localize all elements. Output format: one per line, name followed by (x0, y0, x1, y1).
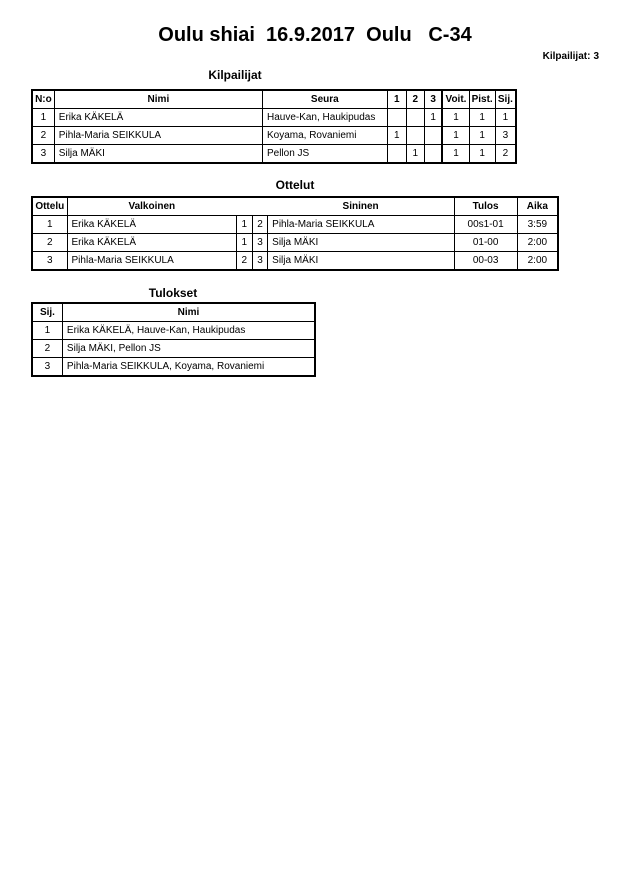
col-header: 2 (406, 90, 424, 109)
col-header: Voit. (442, 90, 469, 109)
col-header: Pist. (469, 90, 495, 109)
competitor-count (540, 51, 599, 62)
cell-name: Pihla-Maria SEIKKULA, Koyama, Rovaniemi (62, 358, 315, 377)
col-header: Sij. (495, 90, 516, 109)
cell-points: 1 (469, 145, 495, 164)
competitors-table (31, 89, 517, 164)
cell-r1 (387, 109, 406, 127)
cell-time: 3:59 (517, 216, 558, 234)
competitor-count-value: 3 (593, 51, 599, 62)
cell-white: Erika KÄKELÄ (67, 216, 236, 234)
cell-place: 2 (32, 340, 62, 358)
col-header: 3 (424, 90, 442, 109)
cell-name: Silja MÄKI (54, 145, 262, 164)
cell-no: 2 (32, 234, 67, 252)
cell-no: 1 (32, 216, 67, 234)
cell-no: 3 (32, 145, 54, 164)
cell-no: 2 (32, 127, 54, 145)
cell-result: 00s1-01 (454, 216, 517, 234)
col-header: Nimi (54, 90, 262, 109)
col-header: Seura (262, 90, 387, 109)
results-title: Tulokset (148, 286, 198, 300)
cell-blue: Silja MÄKI (268, 252, 454, 271)
cell-wins: 1 (442, 127, 469, 145)
competitor-count-label: Kilpailijat: (542, 51, 591, 62)
cell-r2 (406, 127, 424, 145)
cell-r1 (387, 145, 406, 164)
cell-blue-no: 3 (252, 234, 267, 252)
cell-time: 2:00 (517, 234, 558, 252)
cell-name: Erika KÄKELÄ (54, 109, 262, 127)
cell-blue: Pihla-Maria SEIKKULA (268, 216, 454, 234)
table-row (32, 234, 558, 252)
col-header: 1 (387, 90, 406, 109)
cell-wins: 1 (442, 109, 469, 127)
col-header (236, 197, 252, 216)
col-header: Sininen (268, 197, 454, 216)
cell-no: 3 (32, 252, 67, 271)
results-header-row (32, 303, 315, 322)
cell-r2: 1 (406, 145, 424, 164)
cell-r3 (424, 127, 442, 145)
competitors-title: Kilpailijat (208, 68, 262, 82)
col-header: Valkoinen (67, 197, 236, 216)
table-row (32, 127, 516, 145)
cell-white-no: 1 (236, 216, 252, 234)
cell-blue: Silja MÄKI (268, 234, 454, 252)
cell-r3: 1 (424, 109, 442, 127)
cell-white-no: 2 (236, 252, 252, 271)
cell-club: Koyama, Rovaniemi (262, 127, 387, 145)
cell-name: Silja MÄKI, Pellon JS (62, 340, 315, 358)
cell-name: Pihla-Maria SEIKKULA (54, 127, 262, 145)
table-row (32, 252, 558, 271)
cell-wins: 1 (442, 145, 469, 164)
cell-place: 1 (32, 322, 62, 340)
col-header: Aika (517, 197, 558, 216)
col-header (252, 197, 267, 216)
results-table (31, 302, 316, 377)
matches-table (31, 196, 559, 271)
cell-place: 1 (495, 109, 516, 127)
col-header: Nimi (62, 303, 315, 322)
cell-white: Erika KÄKELÄ (67, 234, 236, 252)
cell-r1: 1 (387, 127, 406, 145)
matches-header-row (32, 197, 558, 216)
cell-r2 (406, 109, 424, 127)
col-header: Tulos (454, 197, 517, 216)
cell-result: 01-00 (454, 234, 517, 252)
cell-blue-no: 2 (252, 216, 267, 234)
cell-club: Pellon JS (262, 145, 387, 164)
cell-r3 (424, 145, 442, 164)
cell-time: 2:00 (517, 252, 558, 271)
cell-place: 3 (32, 358, 62, 377)
cell-points: 1 (469, 127, 495, 145)
cell-club: Hauve-Kan, Haukipudas (262, 109, 387, 127)
cell-name: Erika KÄKELÄ, Hauve-Kan, Haukipudas (62, 322, 315, 340)
table-row (32, 358, 315, 377)
table-row (32, 216, 558, 234)
table-row (32, 145, 516, 164)
competitors-header-row (32, 90, 516, 109)
cell-place: 3 (495, 127, 516, 145)
col-header: N:o (32, 90, 54, 109)
page-title: Oulu shiai 16.9.2017 Oulu C-34 (158, 24, 472, 46)
col-header: Sij. (32, 303, 62, 322)
matches-title: Ottelut (275, 178, 315, 192)
cell-result: 00-03 (454, 252, 517, 271)
table-row (32, 340, 315, 358)
cell-points: 1 (469, 109, 495, 127)
table-row (32, 322, 315, 340)
cell-no: 1 (32, 109, 54, 127)
cell-place: 2 (495, 145, 516, 164)
cell-white: Pihla-Maria SEIKKULA (67, 252, 236, 271)
table-row (32, 109, 516, 127)
cell-blue-no: 3 (252, 252, 267, 271)
cell-white-no: 1 (236, 234, 252, 252)
col-header: Ottelu (32, 197, 67, 216)
